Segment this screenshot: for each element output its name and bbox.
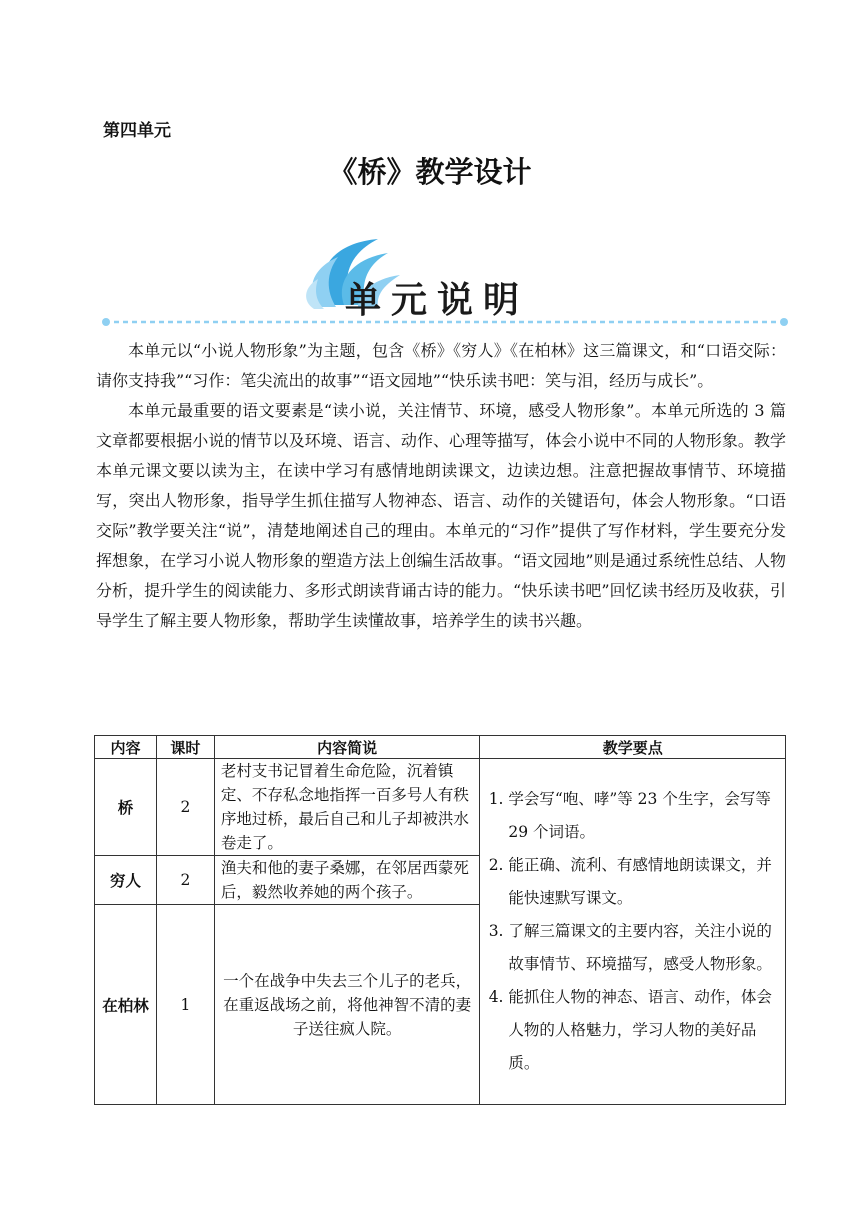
intro-paragraph: 本单元以“小说人物形象”为主题，包含《桥》《穷人》《在柏林》这三篇课文，和“口语交际：请你支持我”“习作：笔尖流出的故事”“语文园地”“快乐读书吧：笑与泪，经历与成长”。 — [96, 341, 786, 390]
unit-label: 第四单元 — [103, 121, 171, 141]
intro-paragraph: 本单元最重要的语文要素是“读小说，关注情节、环境，感受人物形象”。本单元所选的 3 篇文章都要根据小说的情节以及环境、语言、动作、心理等描写，体会小说中不同的人物形象。教学本单元课文要以读为主，在读中学习有感情地朗读课文，边读边想。注意把握故事情节、环境描写，突出人物形象，指导学生抓住描写人物神态、语言、动作的关键语句，体会人物形象。“口语交际”教学要关注“说”，清楚地阐述自己的理由。本单元的“习作”提供了写作材料，学生要充分发挥想象，在学习小说人物形象的塑造方法上创编生活故事。“语文园地”则是通过系统性总结、人物分析，提升学生的阅读能力、多形式朗读背诵古诗的能力。“快乐读书吧”回忆读书经历及收获，引导学生了解主要人物形象，帮助学生读懂故事，培养学生的读书兴趣。 — [96, 401, 786, 630]
intro-text — [96, 336, 786, 636]
lesson-hours: 2 — [156, 856, 214, 905]
teaching-point: 3. 了解三篇课文的主要内容，关注小说的故事情节、环境描写，感受人物形象。 — [508, 915, 779, 981]
lesson-summary: 渔夫和他的妻子桑娜，在邻居西蒙死后，毅然收养她的两个孩子。 — [214, 856, 480, 905]
lesson-name: 穷人 — [95, 856, 157, 905]
table-row — [95, 759, 786, 856]
lesson-hours: 1 — [156, 905, 214, 1105]
teaching-points-list — [486, 783, 779, 1080]
teaching-point: 2. 能正确、流利、有感情地朗读课文，并能快速默写课文。 — [508, 849, 779, 915]
teaching-points — [480, 759, 786, 1105]
table-header: 教学要点 — [480, 736, 786, 759]
lesson-summary: 一个在战争中失去三个儿子的老兵，在重返战场之前，将他神智不清的妻子送往疯人院。 — [214, 905, 480, 1105]
table-header: 课时 — [156, 736, 214, 759]
table-header: 内容 — [95, 736, 157, 759]
table-header-row — [95, 736, 786, 759]
lesson-summary: 老村支书记冒着生命危险，沉着镇定、不存私念地指挥一百多号人有秩序地过桥，最后自己和儿子却被洪水卷走了。 — [214, 759, 480, 856]
table-header: 内容简说 — [214, 736, 480, 759]
page-title: 《桥》教学设计 — [328, 155, 532, 189]
teaching-point: 1. 学会写“咆、哮”等 23 个生字，会写等 29 个词语。 — [508, 783, 779, 849]
banner-title: 单元说明 — [345, 280, 530, 321]
lesson-hours: 2 — [156, 759, 214, 856]
lesson-name: 桥 — [95, 759, 157, 856]
teaching-point: 4. 能抓住人物的神态、语言、动作，体会人物的人格魅力，学习人物的美好品质。 — [508, 981, 779, 1080]
lesson-name: 在柏林 — [95, 905, 157, 1105]
lesson-table — [94, 735, 786, 1105]
